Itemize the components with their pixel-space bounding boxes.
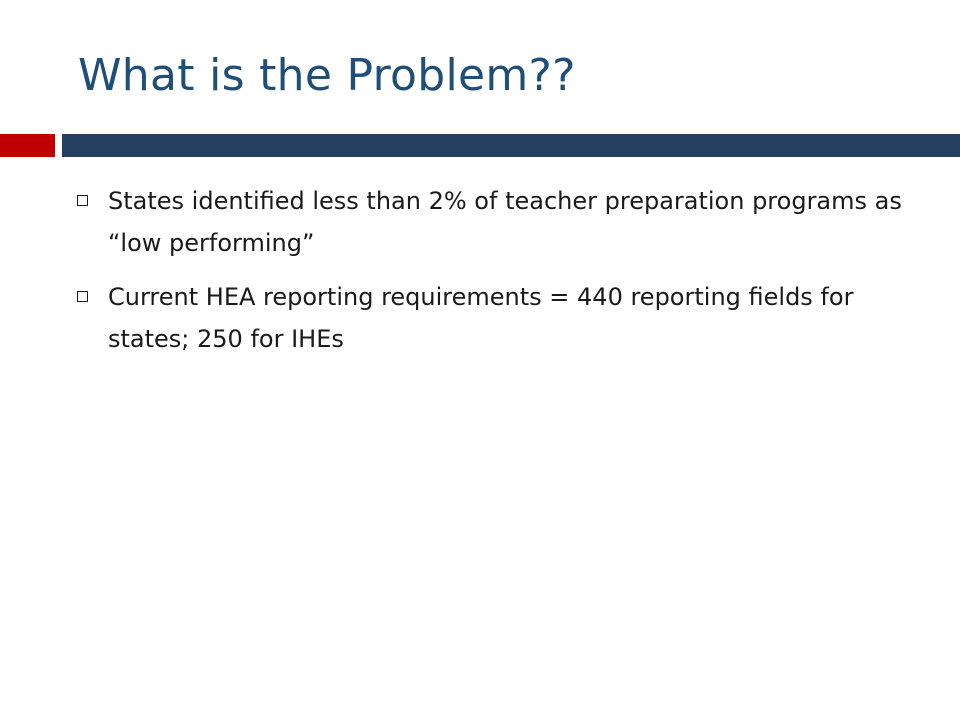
bullet-text: Current HEA reporting requirements = 440 reporting fields for states; 250 for IHEs [108, 283, 854, 353]
bullet-item [73, 180, 913, 264]
square-bullet-icon [77, 291, 88, 302]
bullet-list [73, 180, 913, 372]
accent-bar-red [0, 134, 55, 157]
bullet-text: States identified less than 2% of teacher preparation programs as “low performing” [108, 187, 902, 257]
square-bullet-icon [77, 195, 88, 206]
bullet-item [73, 276, 913, 360]
slide-title: What is the Problem?? [78, 50, 576, 101]
accent-bar-navy [62, 134, 960, 157]
